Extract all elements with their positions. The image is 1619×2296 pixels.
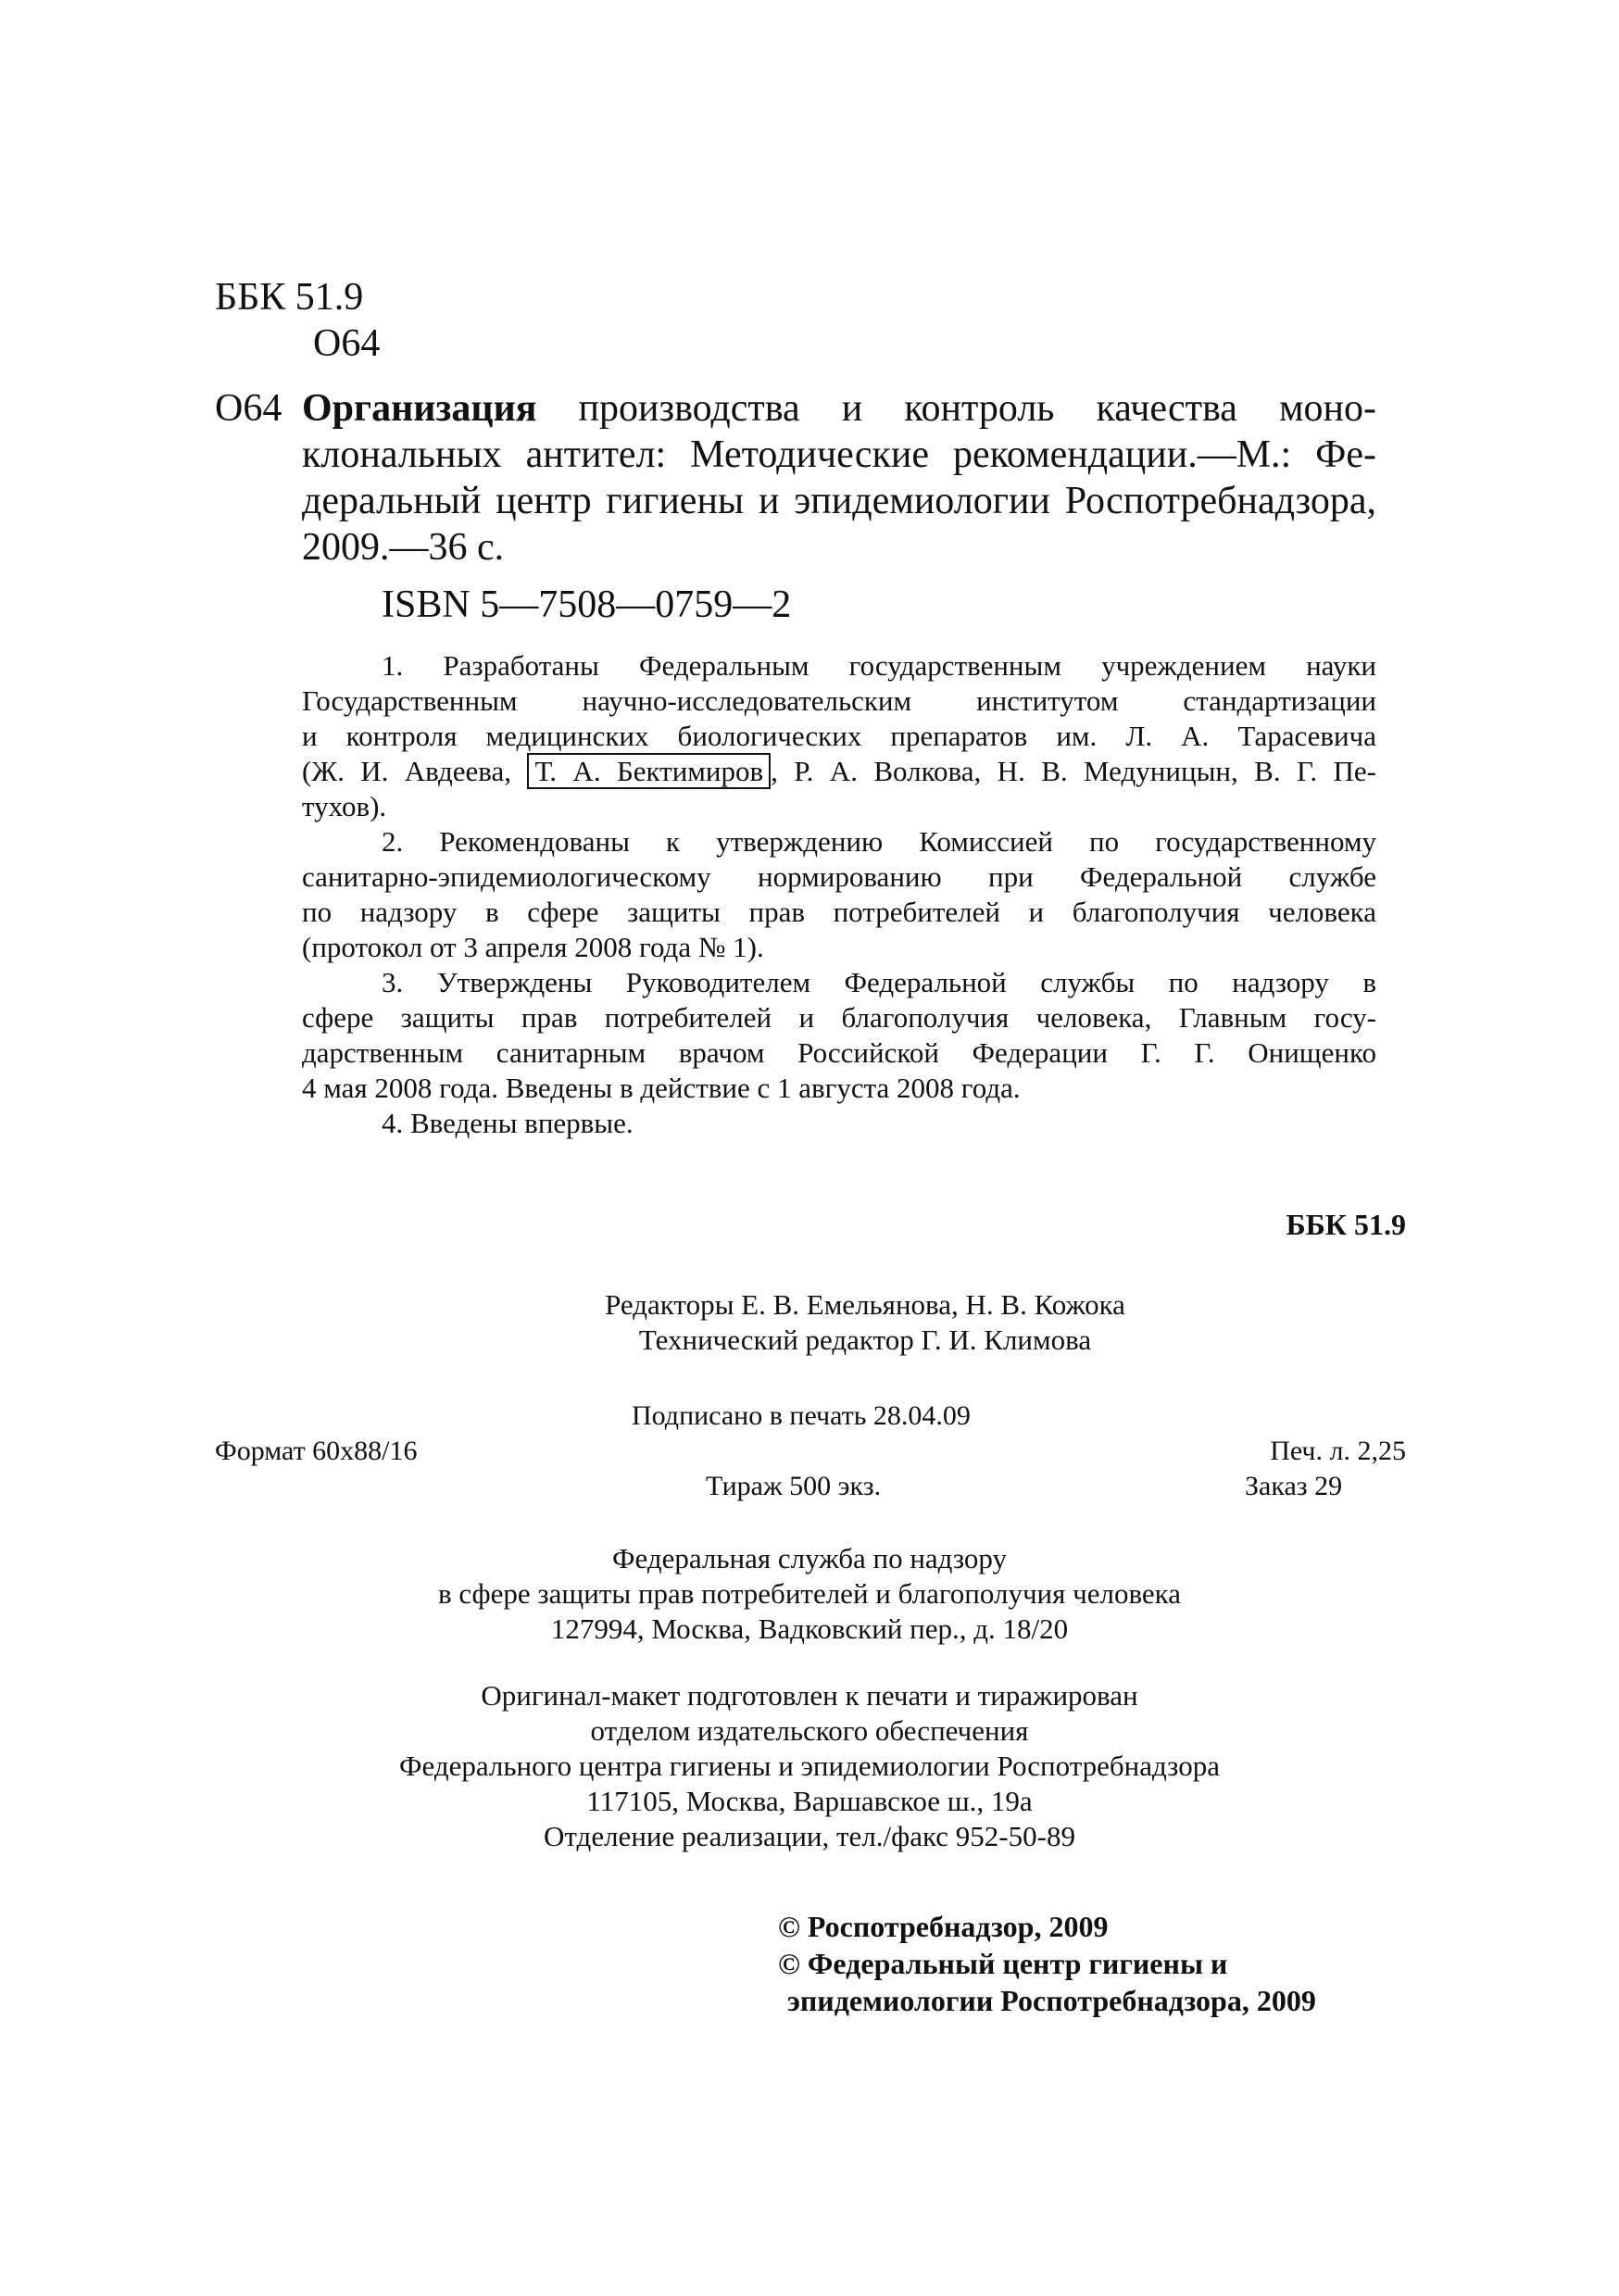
signed-to-print: Подписано в печать 28.04.09 <box>632 1400 971 1431</box>
layout-address: 117105, Москва, Варшавское ш., 19а <box>586 1785 1033 1817</box>
layout-line-2: отделом издательского обеспечения <box>590 1714 1029 1747</box>
note-1-line-5: тухов). <box>302 790 387 822</box>
publisher-address: 127994, Москва, Вадковский пер., д. 18/20 <box>550 1612 1069 1645</box>
entry-line-4: 2009.—36 с. <box>302 526 505 569</box>
entry-code: О64 <box>215 387 282 430</box>
note-2-line-3: по надзору в сфере защиты прав потребителей и благополучия человека <box>302 896 1376 928</box>
note-1-authors-b: , Р. А. Волкова, Н. В. Медуницын, В. Г. Пе- <box>771 755 1376 787</box>
publisher-line-1: Федеральная служба по надзору <box>612 1542 1007 1575</box>
note-1-line-1: 1. Разработаны Федеральным государственным учреждением науки <box>382 649 1376 682</box>
notes-block <box>302 648 1376 1141</box>
copyright-block <box>778 1908 1316 2019</box>
editors-line: Редакторы Е. В. Емельянова, Н. В. Кожока <box>605 1288 1125 1321</box>
author-mark: О64 <box>313 322 381 365</box>
note-1-authors-a: (Ж. И. Авдеева, <box>302 755 512 787</box>
note-2-line-4: (протокол от 3 апреля 2008 года № 1). <box>302 931 764 963</box>
copyright-line-3: эпидемиологии Роспотребнадзора, 2009 <box>787 1984 1316 2017</box>
printed-sheets: Печ. л. 2,25 <box>1270 1436 1406 1466</box>
publisher-line-2: в сфере защиты прав потребителей и благополучия человека <box>437 1577 1182 1610</box>
copyright-line-2: © Федеральный центр гигиены и <box>778 1947 1228 1980</box>
entry-title-bold: Организация <box>302 387 537 430</box>
entry-line-1 <box>302 385 1376 432</box>
entry-line-1-rest: производства и контроль качества моно- <box>536 387 1376 430</box>
note-2-line-1: 2. Рекомендованы к утверждению Комиссией по государственному <box>382 825 1376 858</box>
layout-line-3: Федерального центра гигиены и эпидемиологии Роспотребнадзора <box>399 1750 1220 1782</box>
print-run: Тираж 500 экз. <box>706 1471 882 1501</box>
tech-editor-line: Технический редактор Г. И. Климова <box>638 1324 1092 1356</box>
imprint-block <box>215 1399 1406 1519</box>
note-3-line-4: 4 мая 2008 года. Введены в действие с 1 августа 2008 года. <box>302 1072 1021 1104</box>
editors-block <box>0 1287 1619 1358</box>
bbk-right: ББК 51.9 <box>1286 1208 1406 1241</box>
entry-line-3: деральный центр гигиены и эпидемиологии Роспотребнадзора, <box>302 480 1376 522</box>
note-2-line-2: санитарно-эпидемиологическому нормированию при Федеральной службе <box>302 860 1376 893</box>
bibliographic-entry <box>302 385 1376 571</box>
note-1-line-2: Государственным научно-исследовательским институтом стандартизации <box>302 684 1376 717</box>
note-3-line-2: сфере защиты прав потребителей и благополучия человека, Главным госу- <box>302 1001 1376 1034</box>
note-3-line-1: 3. Утверждены Руководителем Федеральной службы по надзору в <box>382 966 1376 998</box>
copyright-line-1: © Роспотребнадзор, 2009 <box>778 1910 1109 1943</box>
note-3-line-3: дарственным санитарным врачом Российской Федерации Г. Г. Онищенко <box>302 1036 1376 1069</box>
sales-contact: Отделение реализации, тел./факс 952-50-89 <box>544 1820 1075 1852</box>
publisher-block <box>0 1541 1619 1647</box>
layout-line-1: Оригинал-макет подготовлен к печати и тиражирован <box>481 1679 1138 1712</box>
entry-line-2: клональных антител: Методические рекомендации.—М.: Фе- <box>302 433 1376 476</box>
bbk-header <box>215 274 380 367</box>
isbn: ISBN 5—7508—0759—2 <box>382 583 792 626</box>
layout-credits-block <box>0 1678 1619 1854</box>
bbk-index: ББК 51.9 <box>215 276 364 319</box>
note-1-line-4 <box>302 754 1376 789</box>
note-4: 4. Введены впервые. <box>382 1107 634 1139</box>
boxed-author-name: Т. А. Бектимиров <box>527 753 771 789</box>
format: Формат 60х88/16 <box>215 1436 418 1466</box>
note-1-line-3: и контроля медицинских биологических препаратов им. Л. А. Тарасевича <box>302 720 1376 752</box>
order-number: Заказ 29 <box>1245 1471 1343 1501</box>
